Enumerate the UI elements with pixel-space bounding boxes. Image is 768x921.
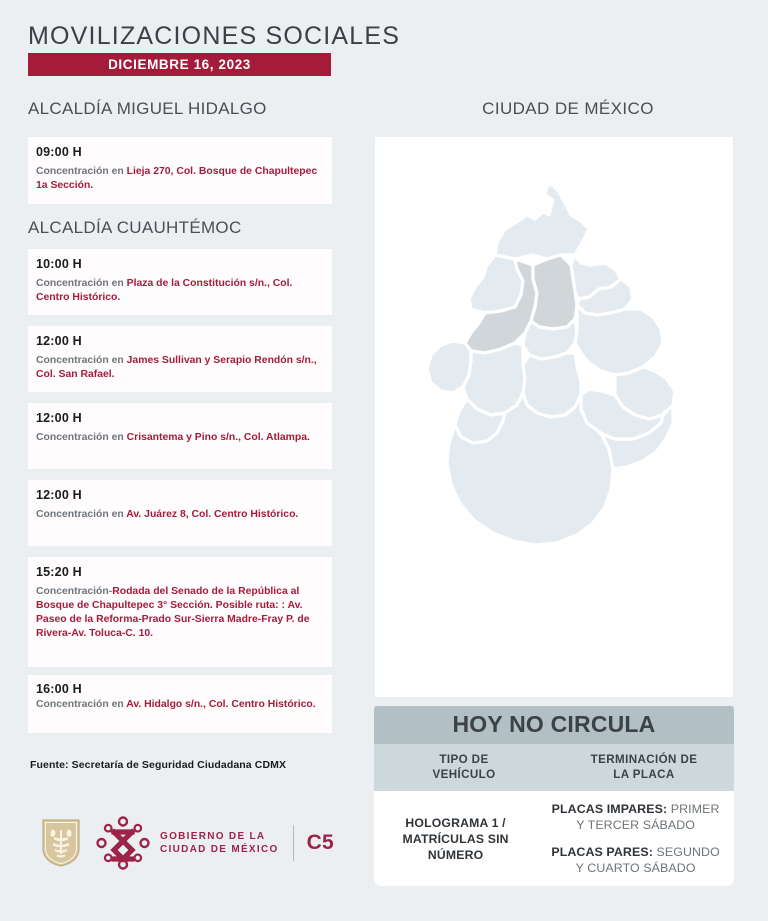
c5-logo: C5 [306, 831, 335, 854]
section-heading-miguel-hidalgo: ALCALDÍA MIGUEL HIDALGO [28, 99, 267, 118]
event-lead: Concentración en [36, 166, 127, 177]
page-title: MOVILIZACIONES SOCIALES [28, 22, 401, 50]
event-card [28, 137, 332, 204]
column-header-terminacion-placa [554, 744, 734, 791]
event-time: 09:00 H [36, 145, 82, 159]
column-header-tipo-vehiculo [374, 744, 554, 791]
hoy-no-circula-table [374, 706, 734, 886]
terminacion-placa-line-2: LA PLACA [613, 768, 675, 781]
borough-cuauhtemoc [531, 255, 577, 329]
event-card [28, 557, 332, 667]
rule-impares-label: PLACAS IMPARES: [551, 802, 668, 816]
event-description [36, 698, 324, 712]
tipo-vehiculo-line-2: VEHÍCULO [432, 768, 496, 781]
hoy-no-circula-headers [374, 744, 734, 791]
event-card [28, 326, 332, 392]
borough-gustavo-a-madero [495, 185, 589, 259]
event-card [28, 403, 332, 469]
tipo-vehiculo-line-1: TIPO DE [439, 753, 489, 766]
event-time: 12:00 H [36, 334, 82, 348]
section-heading-cuauhtemoc: ALCALDÍA CUAUHTÉMOC [28, 218, 242, 237]
rule-impares [545, 801, 726, 833]
divider [293, 825, 294, 861]
event-place: Av. Hidalgo s/n., Col. Centro Histórico. [126, 699, 316, 710]
event-lead: Concentración- [36, 586, 113, 597]
hoy-no-circula-row [374, 791, 734, 886]
rule-pares-value-1: SEGUNDO [652, 845, 720, 859]
event-time: 15:20 H [36, 565, 82, 579]
event-card [28, 675, 332, 733]
event-place: Crisantema y Pino s/n., Col. Atlampa. [126, 432, 310, 443]
vehicle-type-line-3: NÚMERO [427, 847, 484, 862]
event-place: Plaza de la Constitución s/n., Col. Centro Histórico. [36, 278, 293, 303]
vehicle-type-line-2: MATRÍCULAS SIN [402, 831, 509, 846]
gobierno-line-1: GOBIERNO DE LA [160, 831, 266, 842]
right-column [368, 0, 768, 921]
cdmx-map [375, 137, 733, 697]
event-place: Rodada del Senado de la República al Bosque de Chapultepec 3° Sección. Posible ruta: : Av. Paseo de la Reforma-Prado Sur-Sierra Madre-Fray P. de Rivera-Av. Toluca-C. 10. [36, 586, 310, 639]
event-time: 12:00 H [36, 488, 82, 502]
rule-impares-value-2: Y TERCER SÁBADO [576, 818, 695, 832]
terminacion-placa-line-1: TERMINACIÓN DE [590, 753, 698, 766]
hoy-no-circula-title: HOY NO CIRCULA [374, 706, 734, 744]
rule-pares [545, 844, 726, 876]
event-description [36, 354, 324, 382]
date-label: DICIEMBRE 16, 2023 [108, 57, 251, 72]
rule-impares-value-1: PRIMER [667, 802, 720, 816]
map-title: CIUDAD DE MÉXICO [482, 99, 654, 118]
gobierno-wordmark [160, 830, 279, 856]
event-description [36, 277, 324, 305]
gobierno-line-2: CIUDAD DE MÉXICO [160, 844, 279, 855]
event-description [36, 585, 324, 641]
event-card [28, 480, 332, 546]
event-description [36, 508, 324, 522]
cell-plate-rules [537, 791, 734, 886]
rule-pares-value-2: Y CUARTO SÁBADO [575, 861, 696, 875]
source-note: Fuente: Secretaría de Seguridad Ciudadana CDMX [30, 759, 287, 771]
event-time: 10:00 H [36, 257, 82, 271]
event-lead: Concentración en [36, 355, 127, 366]
cell-vehicle-type [374, 805, 537, 873]
event-lead: Concentración en [36, 432, 127, 443]
event-lead: Concentración en [36, 509, 127, 520]
date-badge [28, 53, 331, 76]
event-time: 12:00 H [36, 411, 82, 425]
event-lead: Concentración en [36, 699, 127, 710]
spacer [545, 833, 726, 844]
event-card [28, 249, 332, 315]
event-description [36, 165, 324, 193]
event-time: 16:00 H [36, 682, 82, 696]
vehicle-type-line-1: HOLOGRAMA 1 / [405, 815, 506, 830]
rule-pares-label: PLACAS PARES: [551, 845, 653, 859]
event-description [36, 431, 324, 445]
event-place: Lieja 270, Col. Bosque de Chapultepec 1a Sección. [36, 166, 318, 191]
borough-iztapalapa [575, 305, 663, 375]
event-place: Av. Juárez 8, Col. Centro Histórico. [126, 509, 299, 520]
map-panel [375, 137, 733, 697]
event-place: James Sullivan y Serapio Rendón s/n., Col. San Rafael. [36, 355, 317, 380]
cdmx-logo-icon [96, 816, 150, 870]
event-lead: Concentración en [36, 278, 127, 289]
cdmx-shield-icon [42, 819, 80, 867]
footer-logos [42, 812, 334, 874]
